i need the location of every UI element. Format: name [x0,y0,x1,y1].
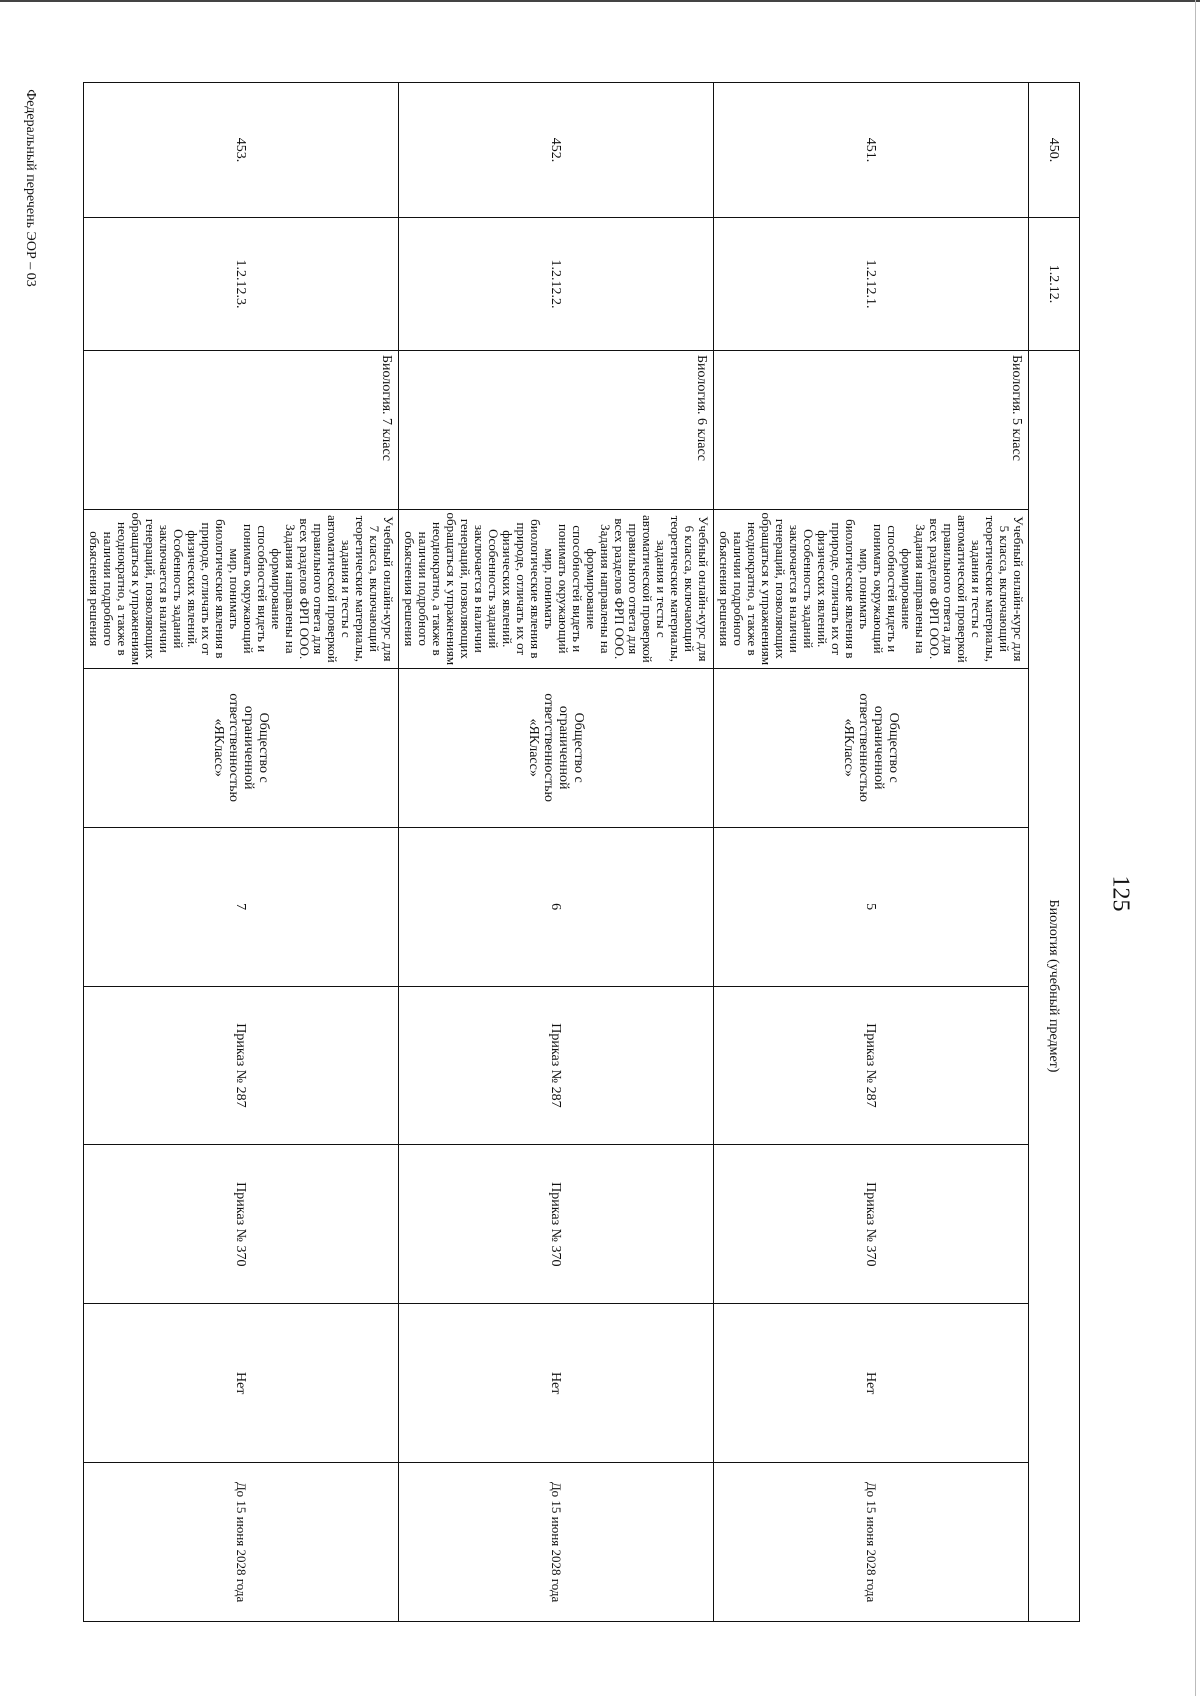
row-code: 1.2.12.2. [399,218,714,351]
row-limit: Нет [714,1304,1029,1463]
row-organization: Общество с ограниченной ответственностью «ЯКласс» [714,668,1029,827]
row-number: 451. [714,83,1029,218]
row-order-370: Приказ № 370 [84,1145,399,1304]
page-number: 125 [1107,875,1134,912]
row-grade: 7 [84,827,399,986]
resource-table [83,82,1080,1622]
row-description: Учебный онлайн-курс для 6 класса, включающий теоретические материалы, задания и тесты с автоматической проверкой правильного ответа для всех разделов ФРП ООО. Задания направлены на формирование способностей видеть и понимать окружающий мир, понимать биологические явления в природе, отличать их от физических явлений. Особенность заданий заключается в наличии генераций, позволяющих обращаться к упражнениям неоднократно, а также в наличии подробного объяснения решения [399,509,714,668]
row-description: Учебный онлайн-курс для 5 класса, включающий теоретические материалы, задания и тесты с автоматической проверкой правильного ответа для всех разделов ФРП ООО. Задания направлены на формирование способностей видеть и понимать окружающий мир, понимать биологические явления в природе, отличать их от физических явлений. Особенность заданий заключается в наличии генераций, позволяющих обращаться к упражнениям неоднократно, а также в наличии подробного объяснения решения [714,509,1029,668]
section-number: 450. [1029,83,1080,218]
row-code: 1.2.12.1. [714,218,1029,351]
section-code: 1.2.12. [1029,218,1080,351]
row-organization: Общество с ограниченной ответственностью «ЯКласс» [399,668,714,827]
row-grade: 5 [714,827,1029,986]
row-name: Биология. 6 класс [399,351,714,510]
table-row [714,83,1029,1622]
table-row [84,83,399,1622]
rotated-table-area [87,82,1080,1622]
row-description: Учебный онлайн-курс для 7 класса, включающий теоретические материалы, задания и тесты с автоматической проверкой правильного ответа для всех разделов ФРП ООО. Задания направлены на формирование способностей видеть и понимать окружающий мир, понимать биологические явления в природе, отличать их от физических явлений. Особенность заданий заключается в наличии генераций, позволяющих обращаться к упражнениям неоднократно, а также в наличии подробного объяснения решения [84,509,399,668]
row-name: Биология. 5 класс [714,351,1029,510]
row-limit: Нет [84,1304,399,1463]
row-order-370: Приказ № 370 [714,1145,1029,1304]
row-organization: Общество с ограниченной ответственностью «ЯКласс» [84,668,399,827]
scan-border-top [0,0,1200,2]
section-row [1029,83,1080,1622]
row-name: Биология. 7 класс [84,351,399,510]
scan-border-right [1195,0,1196,1696]
row-order-287: Приказ № 287 [399,986,714,1145]
row-date: До 15 июня 2028 года [714,1463,1029,1622]
section-title: Биология (учебный предмет) [1029,351,1080,1622]
row-number: 452. [399,83,714,218]
row-date: До 15 июня 2028 года [399,1463,714,1622]
row-order-287: Приказ № 287 [84,986,399,1145]
row-grade: 6 [399,827,714,986]
row-order-370: Приказ № 370 [399,1145,714,1304]
row-date: До 15 июня 2028 года [84,1463,399,1622]
row-order-287: Приказ № 287 [714,986,1029,1145]
row-code: 1.2.12.3. [84,218,399,351]
table-row [399,83,714,1622]
row-number: 453. [84,83,399,218]
row-limit: Нет [399,1304,714,1463]
page-footer: Федеральный перечень ЭОР – 03 [23,89,38,287]
